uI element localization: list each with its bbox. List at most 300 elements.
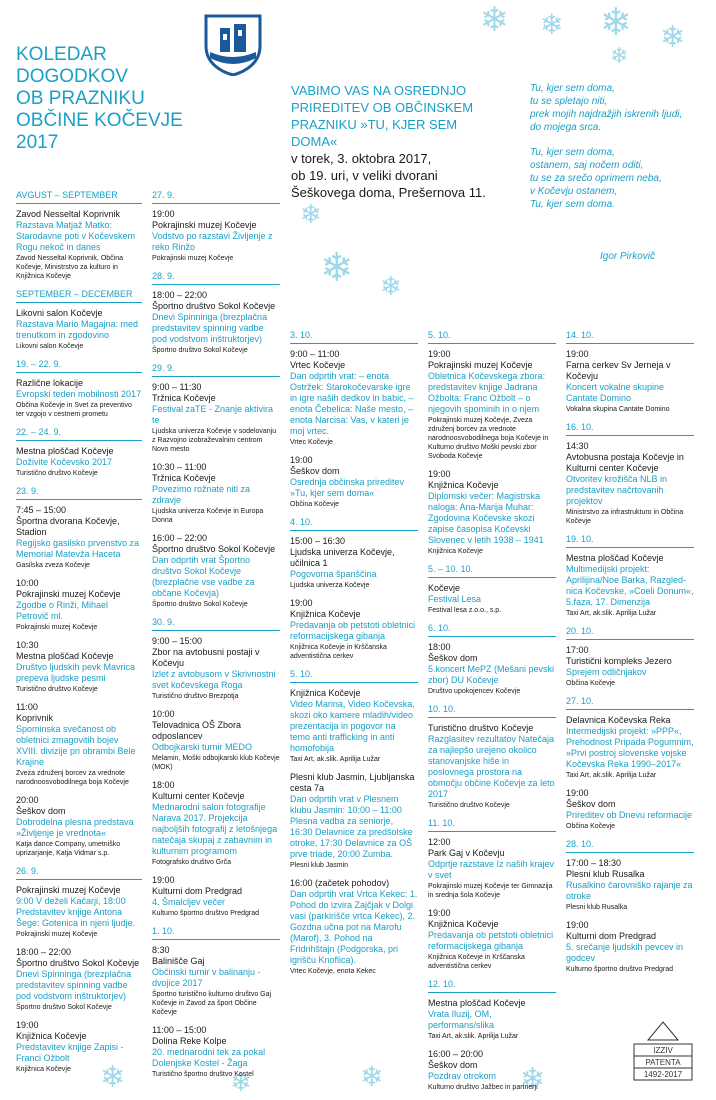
event-description: Predavanja ob petstoti obletnici reformacijskega gibanja [290, 620, 416, 641]
event-description: Koncert vokalne skupine Cantate Domino [566, 382, 665, 403]
event-organizer: Knjižnica Kočevje [428, 548, 483, 555]
event-description: Vrata Iluzij, OM, performans/slika [428, 1009, 495, 1030]
event-location: Kulturni dom Predgrad [566, 931, 657, 941]
event-time: 11:00 [16, 702, 38, 712]
poem-line: do mojega srca. [530, 122, 602, 133]
event-time: 11:00 – 15:00 [152, 1025, 207, 1035]
date-group [428, 330, 556, 556]
event-organizer: Melamin, Moški odbojkarski klub Kočevje (MOK) [152, 755, 280, 771]
events-column-5 [566, 330, 694, 982]
event-location: Park Gaj v Kočevju [428, 848, 505, 858]
event-location: Športno društvo Sokol Kočevje [152, 544, 276, 554]
date-group [290, 517, 418, 661]
event-organizer: Občina Kočevje [566, 823, 616, 830]
event-description: 5.koncert MePZ (Mešani pevski zbor) DU Kočevje [428, 664, 555, 685]
date-heading: 27. 9. [152, 190, 280, 204]
event-description: Dnevi Spinninga (brezplačna predstavitev spinning vadbe pod vodstvom inštruktorjev) [16, 969, 132, 1001]
date-group [16, 190, 142, 281]
event-item [428, 642, 556, 696]
date-heading: 11. 10. [428, 818, 556, 832]
event-organizer: Fotografsko društvo Grča [152, 859, 231, 866]
event-location: Športno društvo Sokol Kočevje [152, 301, 276, 311]
snowflake-decoration-icon: ❄ [520, 1062, 546, 1097]
event-location: Športno društvo Sokol Kočevje [16, 958, 140, 968]
event-location: Pokrajinski muzej Kočevje [152, 220, 257, 230]
event-time: 18:00 [152, 780, 175, 790]
event-item [152, 462, 280, 525]
date-heading: 19. – 22. 9. [16, 359, 142, 373]
poem-author: Igor Pirkovič [600, 251, 656, 262]
event-organizer: Gasilska zveza Kočevje [16, 562, 90, 569]
event-item [152, 780, 280, 867]
event-time: 19:00 [16, 1020, 39, 1030]
event-location: Mestna ploščad Kočevje [428, 998, 526, 1008]
event-location: Šeškov dom [290, 466, 340, 476]
event-description: Dobrodelna plesna predstava »Življenje je vrednota« [16, 817, 134, 838]
date-group [428, 564, 556, 615]
event-organizer: Ljudska univerza Kočevje in Europa Donna [152, 508, 264, 524]
date-group [428, 818, 556, 971]
event-description: Razstava Matjaž Matko: Starodavne poti v Kočevskem Rogu nekoč in danes [16, 220, 136, 252]
date-heading: 5. 10. [428, 330, 556, 344]
event-item [16, 446, 142, 478]
event-organizer: Festival lesa z.o.o., s.p. [428, 607, 502, 614]
event-item [16, 1020, 142, 1074]
title-line: KOLEDAR [16, 44, 107, 65]
poem-line: tu se spletajo niti, [530, 96, 608, 107]
date-group [16, 289, 142, 351]
event-location: Tržnica Kočevje [152, 473, 216, 483]
poem-line: ostanem, saj nočem oditi, [530, 160, 644, 171]
title-line: 2017 [16, 132, 59, 153]
event-organizer: Taxi Art, ak.slik. Aprilija Lužar [428, 1033, 519, 1040]
event-time: 16:00 – 20:00 [428, 1049, 484, 1059]
event-description: Občinski turnir v balinanju - dvojice 2017 [152, 967, 261, 988]
event-description: 9:00 V deželi Kačarji, 18:00 Predstavitev knjige Antona Šege: Gotenica in njeni ljudje. [16, 896, 136, 928]
event-item [152, 1025, 280, 1079]
date-heading: 16. 10. [566, 422, 694, 436]
event-location: Pokrajinski muzej Kočevje [16, 885, 121, 895]
poem-line: v Kočevju ostanem, [530, 186, 618, 197]
poem-line: Tu, kjer sem doma, [530, 83, 615, 94]
event-description: Video Marina, Video Kočevska, skozi oko kamere mladih/video prezentacija in pogovor na temo anti trafficking in anti homofobija [290, 699, 415, 753]
event-organizer: Društvo upokojencev Kočevje [428, 688, 521, 695]
date-heading: 22. – 24. 9. [16, 427, 142, 441]
event-item [16, 640, 142, 694]
snowflake-decoration-icon: ❄ [230, 1068, 252, 1098]
date-heading: 30. 9. [152, 617, 280, 631]
event-time: 19:00 [428, 908, 451, 918]
event-location: Farna cerkev Sv Jerneja v Kočevju [566, 360, 671, 381]
date-heading: 4. 10. [290, 517, 418, 531]
event-item [16, 702, 142, 787]
event-item [16, 378, 142, 419]
event-description: Evropski teden mobilnosti 2017 [16, 389, 142, 399]
event-description: Diplomski večer: Magistrska naloga: Ana-Marija Muhar: Zgodovina Kočevske skozi zapise časopisa Kočevski Slovenec v letih 1938 – 1941 [428, 491, 544, 545]
event-item [290, 688, 418, 764]
event-location: Avtobusna postaja Kočevje in Kulturni center Kočevje [566, 452, 684, 473]
event-description: Odbojkarski turnir MEDO [152, 742, 253, 752]
event-description: Festival zaTE - Znanje aktivira te [152, 404, 274, 425]
date-heading: SEPTEMBER – DECEMBER [16, 289, 142, 303]
event-description: Dan odprtih vrat Športno društvo Sokol Kočevje (brezplačne vse vadbe za občane Kočevja) [152, 555, 255, 598]
event-item [152, 533, 280, 609]
event-description: Regijsko gasilsko prvenstvo za Memorial Matevža Haceta [16, 538, 140, 559]
date-heading: 6. 10. [428, 623, 556, 637]
event-organizer: Zavod Nesseltal Koprivnik, Občina Kočevje, Ministrstvo za kulturo in Knjižnica Kočevje [16, 255, 123, 280]
event-location: Vrtec Kočevje [290, 360, 346, 370]
event-item [152, 636, 280, 701]
event-time: 8:30 [152, 945, 170, 955]
date-group [16, 427, 142, 478]
date-heading: 12. 10. [428, 979, 556, 993]
event-organizer: Pokrajinski muzej Kočevje, Zveza združenj borcev za vrednote narodnoosvobodilnega boja Kočevje in Kulturno društvo Moški pevski zbor Svoboda Kočevje [428, 417, 549, 460]
event-organizer: Turistično športno društvo Kostel [152, 1071, 254, 1078]
event-time: 15:00 – 16:30 [290, 536, 346, 546]
event-item [16, 795, 142, 858]
event-description: Mednarodni salon fotografije Narava 2017. Projekcija najboljših fotografij z letošnjega natečaja skupaj z zabavnim in kulturnim programom [152, 802, 278, 856]
event-location: Šeškov dom [428, 653, 478, 663]
date-heading: 27. 10. [566, 696, 694, 710]
event-item [290, 598, 418, 661]
event-organizer: Vrtec Kočevje [290, 439, 333, 446]
event-time: 16:00 (začetek pohodov) [290, 878, 390, 888]
date-group [428, 623, 556, 696]
invitation-body-line: Šeškovega doma, Prešernova 11. [291, 185, 486, 200]
event-time: 19:00 [152, 209, 175, 219]
event-time: 17:00 [566, 645, 589, 655]
event-organizer: Plesni klub Jasmin [290, 862, 348, 869]
event-description: Dnevi Spinninga (brezplačna predstavitev spinning vadbe pod vodstvom inštruktorjev) [152, 312, 268, 344]
event-item [566, 553, 694, 618]
events-column-2 [152, 190, 280, 1087]
event-time: 18:00 [428, 642, 451, 652]
event-item [152, 382, 280, 454]
event-location: Plesni klub Rusalka [566, 869, 645, 879]
event-organizer: Pokrajinski muzej Kočevje [152, 255, 234, 262]
event-organizer: Ljudska univerza Kočevje v sodelovanju z Razvojno izobraževalnim centrom Novo mesto [152, 428, 277, 453]
date-heading: 29. 9. [152, 363, 280, 377]
event-item [566, 441, 694, 526]
event-time: 19:00 [566, 349, 589, 359]
event-description: Spominska svečanost ob obletnici zmagovitih bojev XVIII. divizije pri obrambi Bele Krajine [16, 724, 136, 767]
event-location: Kulturni center Kočevje [152, 791, 245, 801]
event-time: 14:30 [566, 441, 589, 451]
event-location: Zavod Nesseltal Koprivnik [16, 209, 121, 219]
date-heading: 20. 10. [566, 626, 694, 640]
date-heading: 5. 10. [290, 669, 418, 683]
event-description: Prireditev ob Dnevu reformacije [566, 810, 693, 820]
event-description: Dan odprtih vrat Vrtca Kekec: 1. Pohod do izvira Zajčjak v Dolgi vasi (parkirišče vrtca Kekec), 2. Gozdna učna pot na Marofu (Marof), 3. Pohod na Fridrihštajn (Podgorska, pri igrišču Knoflica). [290, 889, 418, 965]
snowflake-decoration-icon: ❄ [600, 0, 632, 44]
event-item [152, 875, 280, 918]
event-item [290, 772, 418, 870]
event-location: Šeškov dom [16, 806, 66, 816]
poem-line: prek mojih najdražjih iskrenih ljudi, [530, 109, 683, 120]
event-location: Delavnica Kočevska Reka [566, 715, 671, 725]
event-description: Sprejem odličnjakov [566, 667, 647, 677]
event-description: Povezimo rožnate niti za zdravje [152, 484, 251, 505]
date-group [16, 866, 142, 1074]
event-location: Šeškov dom [566, 799, 616, 809]
event-location: Knjižnica Kočevje [16, 1031, 87, 1041]
event-item [428, 583, 556, 615]
snowflake-decoration-icon: ❄ [480, 0, 509, 40]
event-organizer: Športno društvo Sokol Kočevje [152, 347, 248, 354]
date-heading: 26. 9. [16, 866, 142, 880]
date-group [290, 669, 418, 976]
event-organizer: Turistično društvo Kočevje [16, 686, 98, 693]
event-organizer: Vokalna skupina Cantate Domino [566, 406, 670, 413]
snowflake-decoration-icon: ❄ [300, 200, 322, 230]
event-organizer: Likovni salon Kočevje [16, 343, 84, 350]
stamp-line: 1492-2017 [643, 1070, 683, 1079]
event-description: Izlet z avtobusom v Skrivnostni svet kočevskega Roga [152, 669, 276, 690]
date-group [152, 617, 280, 918]
page-title [16, 44, 246, 154]
event-organizer: Občina Kočevje [566, 680, 616, 687]
date-group [566, 839, 694, 974]
date-heading: 28. 9. [152, 271, 280, 285]
poem-block [530, 82, 710, 223]
event-item [428, 469, 556, 556]
event-organizer: Ministrstvo za infrastrukturo in Občina Kočevje [566, 509, 684, 525]
event-item [16, 578, 142, 632]
event-organizer: Kulturno društvo Jažbec in partnerji [428, 1084, 538, 1091]
event-description: Multimedijski projekt: Aprilijina/Noe Barka, Razgled-nica Kočevske, »Coeli Donum«, 5.faza, 17. Dimenzija [566, 564, 694, 607]
event-description: Razstava Mario Magajna: med trenutkom in zgodovino [16, 319, 139, 340]
event-time: 19:00 [290, 598, 313, 608]
event-item [16, 505, 142, 570]
event-organizer: Turistično društvo Brezpotja [152, 693, 239, 700]
stamp-line: IZZIV [653, 1046, 673, 1055]
events-column-4 [428, 330, 556, 1100]
event-description: Predstavitev knjige Zapisi - Franci Ožbolt [16, 1042, 124, 1063]
date-group [566, 534, 694, 618]
date-heading: 23. 9. [16, 486, 142, 500]
poem-stanza [530, 82, 710, 134]
event-item [566, 920, 694, 974]
event-organizer: Športno turistično kulturno društvo Gaj Kočevje in Zavod za šport Občine Kočevje [152, 991, 272, 1016]
event-description: Društvo ljudskih pevk Mavrica prepeva ljudske pesmi [16, 662, 136, 683]
event-item [152, 945, 280, 1017]
title-line: DOGODKOV [16, 66, 128, 87]
event-description: Dan odprtih vrat: – enota Ostržek: Starokočevarske igre in igre naših dedkov in babic, – enota Čebelica: Naše mesto, – enota Narcisa: Vas, v kateri je moj vrtec. [290, 371, 414, 436]
invitation-body-line: ob 19. uri, v veliki dvorani [291, 168, 438, 183]
date-group [152, 363, 280, 609]
event-time: 17:00 – 18:30 [566, 858, 622, 868]
event-item [290, 536, 418, 590]
event-location: Telovadnica OŠ Zbora odposlancev [152, 720, 242, 741]
event-description: Vodstvo po razstavi Življenje z reko Rinžo [152, 231, 273, 252]
event-organizer: Taxi Art, ak.slik. Aprilija Lužar [566, 772, 657, 779]
event-item [566, 788, 694, 831]
event-description: Otvoritev krožišča NLB in predstavitev načrtovanih projektov [566, 474, 668, 506]
date-group [152, 926, 280, 1079]
date-group [566, 422, 694, 526]
event-organizer: Zveza združenj borcev za vrednote narodnoosvobodilnega boja Kočevje [16, 770, 129, 786]
event-time: 19:00 [566, 788, 589, 798]
event-organizer: Občina Kočevje [290, 501, 340, 508]
event-description: Pozdrav otrokom [428, 1071, 497, 1081]
event-item [16, 947, 142, 1012]
event-organizer: Knjižnica Kočevje in Krščanska adventistična cerkev [290, 644, 387, 660]
date-heading: 19. 10. [566, 534, 694, 548]
event-organizer: Vrtec Kočevje, enota Kekec [290, 968, 376, 975]
event-organizer: Turistično društvo Kočevje [16, 470, 98, 477]
event-organizer: Taxi Art, ak.slik. Aprilija Lužar [290, 756, 381, 763]
event-item [428, 1049, 556, 1092]
event-item [428, 908, 556, 971]
event-location: Balinišče Gaj [152, 956, 205, 966]
event-organizer: Taxi Art, ak.slik. Aprilija Lužar [566, 610, 657, 617]
event-time: 9:00 – 15:00 [152, 636, 203, 646]
title-line: OBČINE KOČEVJE [16, 110, 183, 131]
event-description: 4. Šmalcljev večer [152, 897, 226, 907]
event-time: 20:00 [16, 795, 39, 805]
invitation-heading-line: PRIREDITEV OB OBČINSKEM [291, 100, 474, 115]
event-location: Knjižnica Kočevje [290, 688, 361, 698]
event-item [428, 349, 556, 461]
snowflake-decoration-icon: ❄ [540, 8, 564, 41]
event-time: 10:00 [16, 578, 39, 588]
event-organizer: Občina Kočevje in Svet za preventivo ter vzgojo v cestnem prometu [16, 402, 132, 418]
event-location: Mestna ploščad Kočevje [16, 446, 114, 456]
event-description: Odprtje razstave Iz naših krajev v svet [428, 859, 555, 880]
event-description: Obletnica Kočevskega zbora: predstavitev knjige Jadrana Ožbolta: Franc Ožbolt – o njegovih spominih in o njem [428, 371, 546, 414]
event-location: Šeškov dom [428, 1060, 478, 1070]
event-location: Pokrajinski muzej Kočevje [16, 589, 121, 599]
event-time: 9:00 – 11:00 [290, 349, 340, 359]
event-item [16, 885, 142, 939]
date-heading: 28. 10. [566, 839, 694, 853]
event-time: 19:00 [566, 920, 589, 930]
event-location: Turistično društvo Kočevje [428, 723, 534, 733]
event-time: 18:00 – 22:00 [16, 947, 72, 957]
date-group [566, 330, 694, 414]
event-description: 5. srečanje ljudskih pevcev in godcev [566, 942, 684, 963]
event-organizer: Pokrajinski muzej Kočevje [16, 931, 98, 938]
event-item [290, 878, 418, 976]
patent-stamp-logo [628, 1020, 698, 1082]
poem-line: Tu, kjer sem doma, [530, 147, 615, 158]
snowflake-decoration-icon: ❄ [610, 44, 629, 69]
snowflake-decoration-icon: ❄ [320, 245, 354, 291]
event-description: Rusalkino čarovniško rajanje za otroke [566, 880, 693, 901]
event-location: Knjižnica Kočevje [428, 480, 499, 490]
event-time: 19:00 [428, 349, 451, 359]
events-column-3 [290, 330, 418, 984]
event-location: Koprivnik [16, 713, 54, 723]
event-time: 10:30 – 11:00 [152, 462, 207, 472]
event-location: Kulturni dom Predgrad [152, 886, 243, 896]
event-organizer: Ljudska univerza Kočevje [290, 582, 370, 589]
event-item [152, 209, 280, 263]
event-location: Likovni salon Kočevje [16, 308, 103, 318]
event-organizer: Kulturno športno društvo Predgrad [566, 966, 674, 973]
event-location: Mestna ploščad Kočevje [566, 553, 664, 563]
event-location: Različne lokacije [16, 378, 84, 388]
event-time: 12:00 [428, 837, 451, 847]
event-item [566, 858, 694, 912]
event-description: Dan odprtih vrat v Plesnem klubu Jasmin: 10:00 – 11:00 Plesna vadba za seniorje, 16:30 Delavnice za predšolske otroke, 17:30 Delavnice za OŠ prve triade, 20:00 Zumba. [290, 794, 413, 859]
stamp-line: PATENTA [645, 1058, 681, 1067]
date-group [152, 190, 280, 263]
events-column-1 [16, 190, 142, 1082]
date-group [428, 704, 556, 810]
event-item [290, 349, 418, 447]
event-description: Pogovorna španščina [290, 569, 377, 579]
event-item [566, 349, 694, 414]
event-description: Osrednja občinska prireditev »Tu, kjer sem doma« [290, 477, 405, 498]
event-organizer: Športno društvo Sokol Kočevje [16, 1004, 112, 1011]
event-organizer: Kulturno športno društvo Predgrad [152, 910, 260, 917]
invitation-body-line: v torek, 3. oktobra 2017, [291, 151, 432, 166]
event-item [16, 308, 142, 351]
event-description: Predavanja ob petstoti obletnici reformacijskega gibanja [428, 930, 554, 951]
event-item [152, 709, 280, 772]
snowflake-decoration-icon: ❄ [380, 272, 402, 302]
date-group [428, 979, 556, 1092]
event-description: Razglasitev rezultatov Natečaja za najlepšo urejeno okolico stanovanjske hiše in poslovnega prostora na območju občine Kočevje za leto 2017 [428, 734, 555, 799]
date-heading: 5. – 10. 10. [428, 564, 556, 578]
event-item [290, 455, 418, 509]
poem-stanza [530, 146, 710, 211]
event-time: 18:00 – 22:00 [152, 290, 208, 300]
event-time: 19:00 [290, 455, 313, 465]
event-location: Ljudska univerza Kočevje, učilnica 1 [290, 547, 395, 568]
event-organizer: Katja dance Company, umetniško uprizarjanje, Katja Vidmar s.p. [16, 841, 121, 857]
event-organizer: Plesni klub Rusalka [566, 904, 628, 911]
event-organizer: Pokrajinski muzej Kočevje ter Gimnazija in srednja šola Kočevje [428, 883, 553, 899]
date-heading: 10. 10. [428, 704, 556, 718]
date-group [16, 359, 142, 419]
event-time: 16:00 – 22:00 [152, 533, 208, 543]
invitation-block [291, 82, 506, 201]
date-group [566, 626, 694, 688]
event-description: 20. mednarodni tek za pokal Dolenjske Kostel - Žaga [152, 1047, 266, 1068]
event-location: Športna dvorana Kočevje, Stadion [16, 516, 120, 537]
event-location: Kočevje [428, 583, 461, 593]
event-item [16, 209, 142, 281]
event-organizer: Knjižnica Kočevje [16, 1066, 71, 1073]
invitation-heading-line: PRAZNIKU »TU, KJER SEM DOMA« [291, 117, 458, 149]
snowflake-decoration-icon: ❄ [100, 1060, 126, 1095]
snowflake-decoration-icon: ❄ [660, 20, 686, 55]
event-location: Tržnica Kočevje [152, 393, 216, 403]
date-heading: 1. 10. [152, 926, 280, 940]
date-group [152, 271, 280, 355]
date-group [290, 330, 418, 509]
event-time: 19:00 [428, 469, 451, 479]
date-heading: 14. 10. [566, 330, 694, 344]
event-location: Turistični kompleks Jezero [566, 656, 672, 666]
event-location: Dolina Reke Kolpe [152, 1036, 227, 1046]
event-organizer: Knjižnica Kočevje in Krščanska adventistična cerkev [428, 954, 525, 970]
event-item [566, 715, 694, 780]
event-location: Pokrajinski muzej Kočevje [428, 360, 533, 370]
date-group [566, 696, 694, 831]
event-location: Zbor na avtobusni postaji v Kočevju [152, 647, 260, 668]
event-organizer: Turistično društvo Kočevje [428, 802, 510, 809]
event-time: 10:00 [152, 709, 175, 719]
date-heading: AVGUST – SEPTEMBER [16, 190, 142, 204]
date-group [16, 486, 142, 858]
event-description: Intermedijski projekt: »PPP«, Prehodnost Pripada Pogumnim, »Prvi postroj slovenske vojske Kočevska Reka 1990–2017« [566, 726, 694, 769]
event-time: 7:45 – 15:00 [16, 505, 67, 515]
event-item [428, 723, 556, 810]
event-location: Knjižnica Kočevje [290, 609, 361, 619]
